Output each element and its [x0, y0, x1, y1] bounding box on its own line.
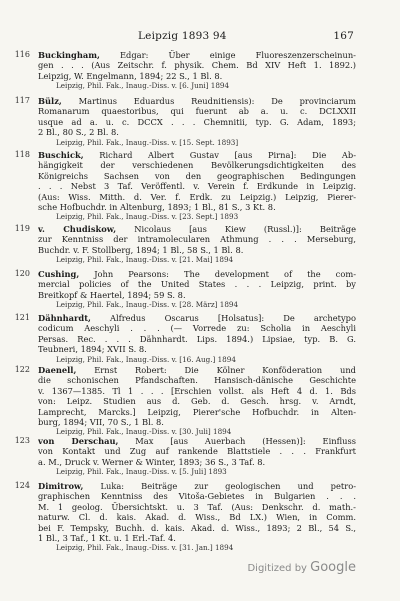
entry-text: v. 1367—1385. Tl 1 . . . [Erschien vollst. als Heft 4 d. 1. Bds	[38, 385, 356, 396]
watermark-prefix: Digitized by	[247, 563, 311, 574]
entry-text: Luka: Beiträge zur geologischen und petro-	[83, 481, 356, 491]
entry-number: 124	[14, 481, 30, 490]
entry-text: M. 1 geolog. Übersichtskt. u. 3 Taf. (Aus: Denkschr. d. math.-	[38, 501, 356, 512]
bibliography-entry	[14, 50, 356, 92]
entry-text: Martinus Eduardus Reudnitiensis): De provinciarum	[61, 96, 356, 106]
entry-line	[38, 192, 356, 202]
bibliography-entry	[14, 436, 356, 478]
entry-text: a. M., Druck v. Werner & Winter, 1893; 36 S., 3 Taf. 8.	[38, 456, 266, 467]
bibliography-entry	[14, 313, 356, 365]
entry-number: 118	[14, 150, 30, 159]
bibliography-entry	[14, 365, 356, 438]
dissertation-note: Leipzig, Phil. Fak., Inaug.-Diss. v. [31. Jan.] 1894	[56, 543, 234, 553]
running-head-title: Leipzig 1893 94	[138, 30, 227, 42]
entry-text: mercial policies of the United States . . . Leipzig, print. by	[38, 279, 356, 290]
entry-text: graphischen Kenntniss des Vitoša-Gebietes in Bulgarien . . .	[38, 491, 356, 502]
entry-number: 121	[14, 313, 30, 322]
entry-line	[38, 386, 356, 396]
page-number: 167	[333, 30, 354, 42]
entry-text: bei F. Tempsky, Buchh. d. kais. Akad. d. Wiss., 1893; 2 Bl., 54 S.,	[38, 522, 356, 533]
google-logo: Google	[310, 560, 356, 575]
entry-text: von Kontakt und Zug auf rankende Blattstiele . . . Frankfurt	[38, 446, 356, 457]
entry-line	[38, 417, 356, 427]
entry-author: Dimitrow,	[38, 481, 84, 491]
bibliography-entry	[14, 96, 356, 148]
digitization-watermark	[247, 560, 356, 575]
entry-line	[38, 290, 356, 300]
entry-line	[38, 269, 356, 279]
entry-line	[38, 127, 356, 137]
entry-text: zur Kenntniss der intramolecularen Athmung . . . Merseburg,	[38, 234, 356, 245]
entry-line	[38, 365, 356, 375]
entry-line	[38, 313, 356, 323]
entry-author: Buschick,	[38, 150, 84, 160]
entry-author: von Derschau,	[38, 436, 119, 446]
entry-line	[38, 502, 356, 512]
entry-text: Persas. Rec. . . . Dähnhardt. Lips. 1894.) Lipsiae, typ. B. G.	[38, 333, 356, 344]
dissertation-note: Leipzig, Phil. Fak., Inaug.-Diss. v. [30. Juli] 1894	[56, 427, 232, 437]
entry-line	[38, 150, 356, 160]
entry-line	[38, 375, 356, 385]
entry-line	[38, 491, 356, 501]
entry-line	[38, 407, 356, 417]
entry-line	[38, 436, 356, 446]
entry-text: Leipzig, W. Engelmann, 1894; 22 S., 1 Bl. 8.	[38, 70, 223, 81]
entry-author: Daenell,	[38, 365, 77, 375]
entry-line	[38, 334, 356, 344]
entry-line	[38, 446, 356, 456]
entry-line	[38, 533, 356, 543]
entry-number: 123	[14, 436, 30, 445]
bibliography-entry	[14, 481, 356, 554]
dissertation-note: Leipzig, Phil. Fak., Inaug.-Diss. v. [6. Juni] 1894	[56, 81, 230, 91]
entry-line	[38, 60, 356, 70]
entry-text: Nicolaus [aus Kiew (Russl.)]: Beiträge	[116, 224, 356, 234]
entry-text: codicum Aeschyli . . . (— Vorrede zu: Scholia in Aeschyli	[38, 323, 356, 334]
entry-line	[38, 396, 356, 406]
dissertation-note: Leipzig, Phil. Fak., Inaug.-Diss. v. [23. Sept.] 1893	[56, 212, 239, 222]
entry-number: 120	[14, 269, 30, 278]
entry-text: . . . Nebst 3 Taf. Veröffentl. v. Verein f. Erdkunde in Leipzig.	[38, 181, 356, 192]
bibliography-entry	[14, 269, 356, 311]
dissertation-note: Leipzig, Phil. Fak., Inaug.-Diss. v. [21. Mai] 1894	[56, 255, 234, 265]
entry-text: Ernst Robert: Die Kölner Konföderation und	[76, 365, 356, 375]
entry-line	[38, 96, 356, 106]
entry-text: Buchdr. v. F. Stollberg, 1894; 1 Bl., 58 S., 1 Bl. 8.	[38, 244, 244, 255]
entry-text: Lamprecht, Marcks.] Leipzig, Pierer'sche Hofbuchdr. in Alten-	[38, 406, 356, 417]
entry-line	[38, 245, 356, 255]
entry-line	[38, 523, 356, 533]
entry-line	[38, 160, 356, 170]
entry-line	[38, 50, 356, 60]
entry-text: Alfredus Oscarus [Holsatus]: De archetypo	[90, 313, 356, 323]
entry-line	[38, 202, 356, 212]
entry-text: 2 Bl., 80 S., 2 Bl. 8.	[38, 127, 119, 138]
entry-text: Breitkopf & Haertel, 1894; 59 S. 8.	[38, 289, 186, 300]
dissertation-note: Leipzig, Phil. Fak., Inaug.-Diss. v. [5. Juli] 1893	[56, 467, 227, 477]
entry-text: usque ad a. u. c. DCCX . . . Chemnitii, typ. G. Adam, 1893;	[38, 116, 356, 127]
entry-author: Dähnhardt,	[38, 313, 91, 323]
entry-text: Königreichs Sachsen von den geographischen Bedingungen	[38, 170, 356, 181]
entry-line	[38, 171, 356, 181]
entry-line	[38, 344, 356, 354]
entry-text: gen . . . (Aus Zeitschr. f. physik. Chem. Bd XIV Heft 1. 1892.)	[38, 60, 356, 71]
entry-number: 117	[14, 96, 30, 105]
entry-line	[38, 279, 356, 289]
entry-text: burg, 1894; VII, 70 S., 1 Bl. 8.	[38, 417, 164, 428]
entry-number: 116	[14, 50, 30, 59]
entry-author: Bülz,	[38, 96, 62, 106]
entry-text: Max [aus Auerbach (Hessen)]: Einfluss	[118, 436, 356, 446]
entry-text: (Aus: Wiss. Mitth. d. Ver. f. Erdk. zu Leipzig.) Leipzig, Pierer-	[38, 191, 356, 202]
entry-author: Cushing,	[38, 269, 80, 279]
entry-text: Romanarum quaestoribus, qui fuerunt ab a. u. c. DCLXXII	[38, 106, 356, 117]
bibliography-entry	[14, 150, 356, 223]
dissertation-note: Leipzig, Phil. Fak., Inaug.-Diss. v. [28. März] 1894	[56, 300, 239, 310]
entry-author: Buckingham,	[38, 50, 100, 60]
entry-line	[38, 323, 356, 333]
entry-text: Teubneri, 1894; XVII S. 8.	[38, 344, 147, 355]
entry-line	[38, 512, 356, 522]
entry-line	[38, 457, 356, 467]
entry-line	[38, 106, 356, 116]
entry-line	[38, 117, 356, 127]
entry-text: hängigkeit der verschiedenen Bevölkerungsdichtigkeiten des	[38, 160, 356, 171]
entry-line	[38, 481, 356, 491]
entry-text: von: Leipz. Studien aus d. Geb. d. Gesch. hrsg. v. Arndt,	[38, 396, 356, 407]
entry-text: 1 Bl., 3 Taf., 1 Kt. u. 1 Erl.-Taf. 4.	[38, 533, 176, 544]
entry-line	[38, 234, 356, 244]
dissertation-note: Leipzig, Phil. Fak., Inaug.-Diss. v. [15. Sept. 1893]	[56, 137, 239, 147]
entry-line	[38, 181, 356, 191]
entry-text: naturw. Cl. d. kais. Akad. d. Wiss., Bd LX.) Wien, in Comm.	[38, 512, 356, 523]
entry-number: 119	[14, 224, 30, 233]
entry-line	[38, 224, 356, 234]
bibliography-entry	[14, 224, 356, 266]
entry-text: Richard Albert Gustav [aus Pirna]: Die Ab-	[83, 150, 356, 160]
entry-number: 122	[14, 365, 30, 374]
entry-line	[38, 71, 356, 81]
entry-text: John Pearsons: The development of the com-	[79, 269, 356, 279]
entry-text: Edgar: Über einige Fluoreszenzerscheinun-	[99, 50, 356, 60]
entry-text: die schonischen Pfandschaften. Hansisch-dänische Geschichte	[38, 375, 356, 386]
entry-text: sche Hofbuchdr. in Altenburg, 1893; 1 Bl., 81 S., 3 Kt. 8.	[38, 202, 276, 213]
dissertation-note: Leipzig, Phil. Fak., Inaug.-Diss. v. [16. Aug.] 1894	[56, 354, 236, 364]
entry-author: v. Chudiskow,	[38, 224, 117, 234]
